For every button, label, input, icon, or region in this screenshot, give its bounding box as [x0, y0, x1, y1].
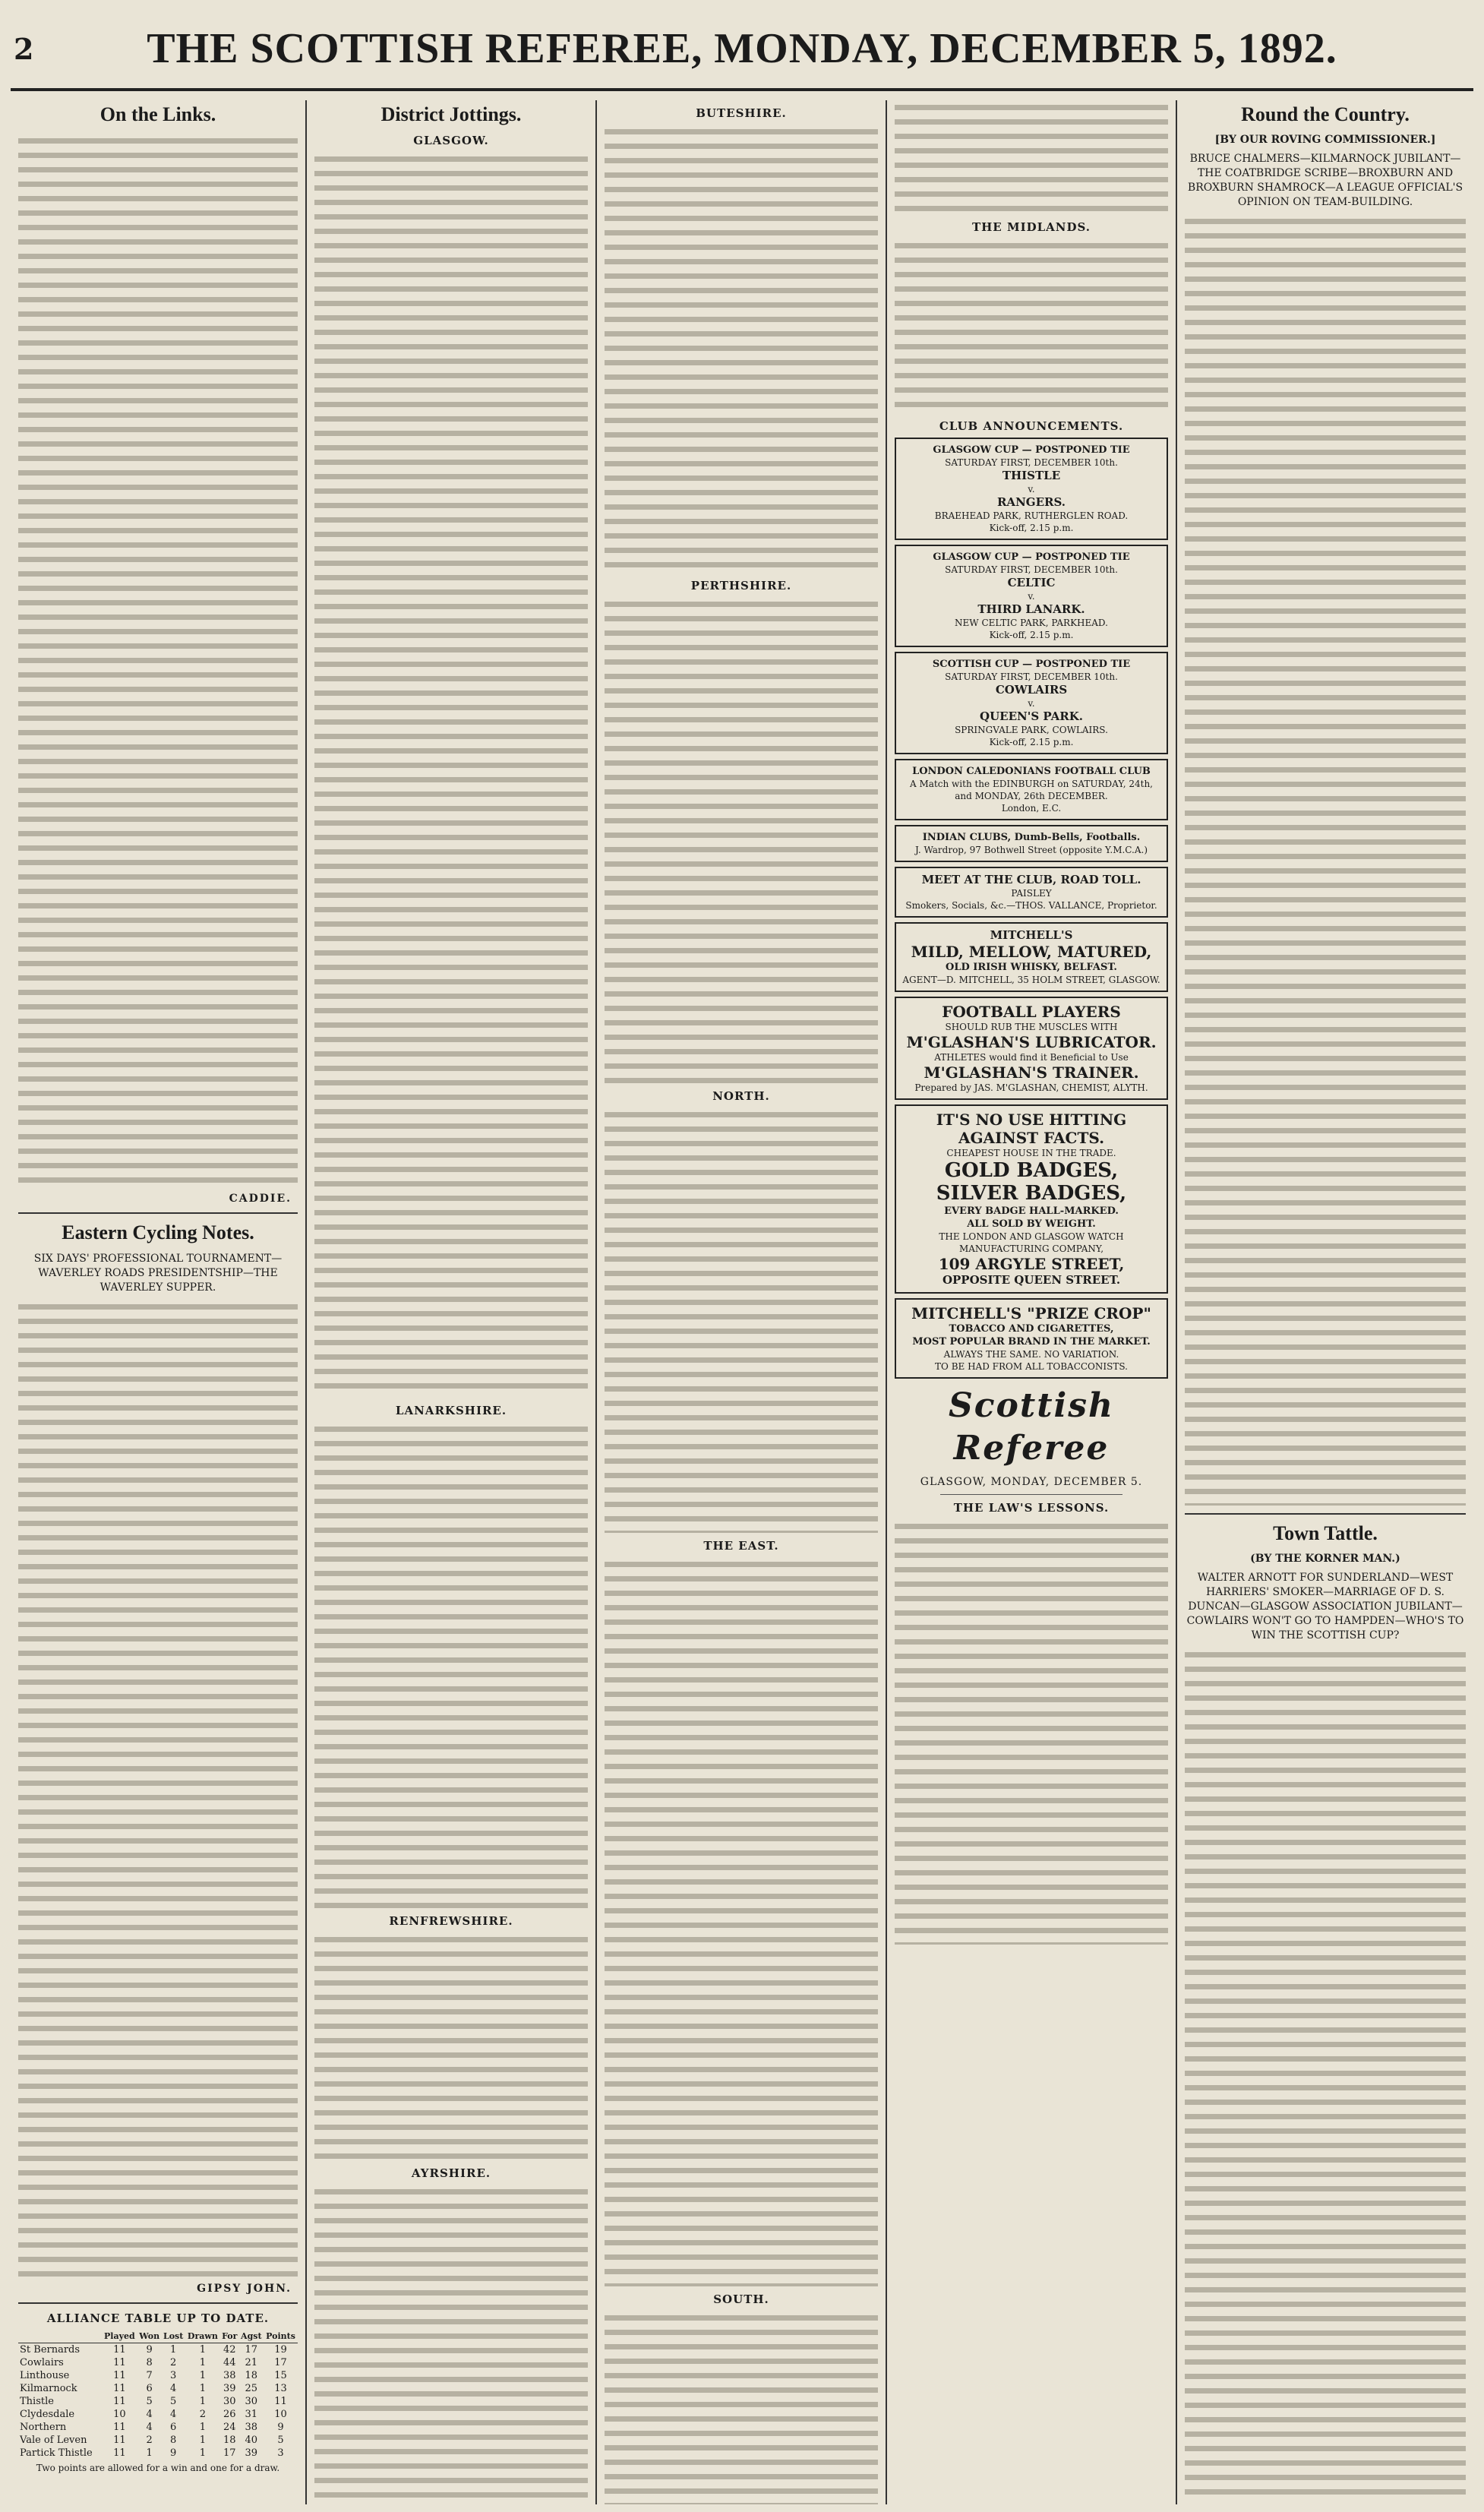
ad-line: 109 ARGYLE STREET,	[938, 1255, 1125, 1273]
club-name-cell: Clydesdale	[20, 2409, 75, 2420]
stat-cell: 11	[113, 2357, 126, 2368]
column-2	[307, 100, 597, 2504]
ad-line: FOOTBALL PLAYERS	[942, 1003, 1121, 1021]
stat-cell: 1	[199, 2357, 207, 2368]
stat-cell: 6	[146, 2383, 153, 2394]
club-name-cell: St Bernards	[20, 2344, 81, 2356]
ad-line: MOST POPULAR BRAND IN THE MARKET.	[912, 1336, 1151, 1348]
ad-line: LONDON CALEDONIANS FOOTBALL CLUB	[912, 766, 1151, 777]
country-byline: [BY OUR ROVING COMMISSIONER.]	[1214, 134, 1436, 146]
ad-line: SILVER BADGES,	[936, 1182, 1127, 1205]
ad-line: London, E.C.	[1001, 803, 1062, 814]
south-article-body	[605, 2311, 878, 2504]
stat-cell: 42	[223, 2344, 236, 2356]
stat-cell: 31	[245, 2409, 258, 2420]
divider	[18, 1212, 298, 1214]
stat-cell: 1	[199, 2447, 207, 2459]
stat-cell: 1	[199, 2396, 207, 2407]
ad-glasgow-cup-celtic	[895, 545, 1168, 647]
stat-cell: 5	[146, 2396, 153, 2407]
dateline: GLASGOW, MONDAY, DECEMBER 5.	[920, 1476, 1143, 1488]
stat-cell: 26	[223, 2409, 236, 2420]
section-heading: PERTHSHIRE.	[690, 579, 792, 592]
east-article-body	[605, 1557, 878, 2286]
ad-line: MITCHELL'S "PRIZE CROP"	[911, 1304, 1151, 1322]
country-heading: Round the Country.	[1241, 103, 1410, 125]
ad-line: SCOTTISH CUP — POSTPONED TIE	[932, 659, 1131, 670]
stat-cell: 10	[274, 2409, 287, 2420]
club-name-cell: Partick Thistle	[20, 2447, 93, 2459]
ad-line: GLASGOW CUP — POSTPONED TIE	[933, 551, 1130, 563]
stat-cell: 4	[146, 2409, 153, 2420]
ad-line: SHOULD RUB THE MUSCLES WITH	[945, 1022, 1118, 1032]
section-heading: BUTESHIRE.	[696, 106, 787, 120]
stat-cell: 2	[199, 2409, 207, 2420]
cycling-article-body	[18, 1300, 298, 2280]
stat-cell: 17	[223, 2447, 236, 2459]
stat-cell: 39	[245, 2447, 258, 2459]
ad-line: OPPOSITE QUEEN STREET.	[942, 1273, 1121, 1287]
stat-cell: 11	[113, 2435, 126, 2446]
table-header	[18, 2330, 102, 2343]
ad-line: QUEEN'S PARK.	[980, 709, 1083, 723]
ad-line: TO BE HAD FROM ALL TOBACCONISTS.	[935, 1361, 1128, 1372]
table-row	[18, 2369, 298, 2382]
table-header: Won	[137, 2330, 162, 2343]
ad-line: SPRINGVALE PARK, COWLAIRS.	[955, 725, 1108, 735]
midlands-heading: THE MIDLANDS.	[971, 220, 1091, 234]
ad-line: Kick-off, 2.15 p.m.	[989, 737, 1074, 747]
buteshire-article-body	[605, 125, 878, 573]
stat-cell: 1	[170, 2344, 177, 2356]
stat-cell: 9	[170, 2447, 177, 2459]
ad-line: v.	[1028, 484, 1035, 495]
stat-cell: 5	[277, 2435, 284, 2446]
ad-line: SATURDAY FIRST, DECEMBER 10th.	[945, 457, 1118, 468]
district-heading: District Jottings.	[380, 103, 522, 125]
stat-cell: 5	[170, 2396, 177, 2407]
ad-line: SATURDAY FIRST, DECEMBER 10th.	[945, 564, 1118, 575]
ad-line: TOBACCO AND CIGARETTES,	[949, 1323, 1114, 1335]
stat-cell: 39	[223, 2383, 236, 2394]
stat-cell: 4	[170, 2409, 177, 2420]
stat-cell: 1	[146, 2447, 153, 2459]
table-header: For	[220, 2330, 239, 2343]
table-header: Played	[102, 2330, 137, 2343]
editorial-article-body	[895, 1519, 1168, 1945]
glasgow-article-body	[314, 152, 588, 1398]
stat-cell: 9	[277, 2422, 284, 2433]
club-name-cell: Linthouse	[20, 2370, 70, 2381]
table-row	[18, 2447, 298, 2460]
ad-line: AGAINST FACTS.	[958, 1129, 1105, 1147]
ad-line: Prepared by JAS. M'GLASHAN, CHEMIST, ALYTH.	[914, 1082, 1148, 1093]
midlands-article-body	[895, 239, 1168, 413]
ad-indian-clubs	[895, 825, 1168, 862]
ad-line: CELTIC	[1007, 576, 1056, 589]
stat-cell: 11	[113, 2396, 126, 2407]
table-row	[18, 2421, 298, 2434]
ad-line: IT'S NO USE HITTING	[936, 1111, 1127, 1129]
section-heading: SOUTH.	[713, 2292, 769, 2306]
section-heading: NORTH.	[712, 1089, 770, 1103]
club-announcements-heading: CLUB ANNOUNCEMENTS.	[939, 419, 1124, 433]
town-byline: (BY THE KORNER MAN.)	[1250, 1553, 1400, 1565]
page-title: THE SCOTTISH REFEREE, MONDAY, DECEMBER 5, 1892.	[147, 25, 1337, 72]
ad-line: PAISLEY	[1011, 888, 1052, 899]
stat-cell: 8	[170, 2435, 177, 2446]
cycling-deck: SIX DAYS' PROFESSIONAL TOURNAMENT—WAVERLEY ROADS PRESIDENTSHIP—THE WAVERLEY SUPPER.	[33, 1253, 283, 1294]
section-heading: LANARKSHIRE.	[395, 1404, 507, 1417]
continued-article-body	[895, 100, 1168, 214]
stat-cell: 1	[199, 2344, 207, 2356]
table-header-row	[18, 2330, 298, 2343]
stat-cell: 15	[274, 2370, 287, 2381]
stat-cell: 3	[170, 2370, 177, 2381]
editorial-heading: THE LAW'S LESSONS.	[953, 1501, 1110, 1515]
column-4	[887, 100, 1177, 2504]
stat-cell: 10	[113, 2409, 126, 2420]
stat-cell: 9	[146, 2344, 153, 2356]
nameplate-title: Scottish Referee	[948, 1386, 1115, 1468]
stat-cell: 1	[199, 2435, 207, 2446]
divider	[18, 2302, 298, 2304]
stat-cell: 2	[170, 2357, 177, 2368]
ayrshire-article-body	[314, 2185, 588, 2504]
ad-line: THISTLE	[1002, 469, 1061, 482]
section-heading: THE EAST.	[703, 1539, 779, 1553]
stat-cell: 17	[274, 2357, 287, 2368]
stat-cell: 11	[113, 2422, 126, 2433]
stat-cell: 30	[245, 2396, 258, 2407]
section-heading: AYRSHIRE.	[411, 2166, 491, 2180]
table-row	[18, 2395, 298, 2408]
table-row	[18, 2408, 298, 2421]
columns	[11, 100, 1473, 2504]
club-name-cell: Kilmarnock	[20, 2383, 77, 2394]
links-signature: CADDIE.	[229, 1193, 292, 1205]
north-article-body	[605, 1107, 878, 1533]
ad-line: v.	[1028, 591, 1035, 602]
stat-cell: 44	[223, 2357, 236, 2368]
table-header: Points	[264, 2330, 298, 2343]
table-row	[18, 2343, 298, 2357]
stat-cell: 11	[274, 2396, 287, 2407]
renfrewshire-article-body	[314, 1932, 588, 2160]
ad-line: ALWAYS THE SAME. NO VARIATION.	[943, 1349, 1119, 1360]
ad-line: AGENT—D. MITCHELL, 35 HOLM STREET, GLASGOW.	[902, 975, 1160, 985]
alliance-table-heading: ALLIANCE TABLE UP TO DATE.	[46, 2311, 270, 2325]
ad-mitchells-whisky	[895, 922, 1168, 992]
stat-cell: 4	[146, 2422, 153, 2433]
ad-line: A Match with the EDINBURGH on SATURDAY, 24th, and MONDAY, 26th DECEMBER.	[910, 779, 1153, 801]
ad-football-players	[895, 997, 1168, 1100]
stat-cell: 19	[274, 2344, 287, 2356]
ad-line: Smokers, Socials, &c.—THOS. VALLANCE, Proprietor.	[905, 900, 1157, 911]
ad-line: INDIAN CLUBS, Dumb-Bells, Footballs.	[922, 832, 1141, 843]
column-1	[11, 100, 307, 2504]
ad-line: MILD, MELLOW, MATURED,	[911, 943, 1152, 961]
table-header: Agst	[239, 2330, 264, 2343]
club-name-cell: Thistle	[20, 2396, 54, 2407]
club-name-cell: Northern	[20, 2422, 67, 2433]
stat-cell: 11	[113, 2344, 126, 2356]
ad-line: SATURDAY FIRST, DECEMBER 10th.	[945, 671, 1118, 682]
stat-cell: 11	[113, 2370, 126, 2381]
stat-cell: 3	[277, 2447, 284, 2459]
country-article-body	[1185, 214, 1466, 1506]
stat-cell: 40	[245, 2435, 258, 2446]
ad-line: THIRD LANARK.	[977, 602, 1085, 616]
stat-cell: 30	[223, 2396, 236, 2407]
page-number: 2	[14, 32, 34, 66]
ad-line: J. Wardrop, 97 Bothwell Street (opposite Y.M.C.A.)	[914, 845, 1148, 855]
stat-cell: 38	[223, 2370, 236, 2381]
stat-cell: 7	[146, 2370, 153, 2381]
links-article-body	[18, 134, 298, 1190]
links-heading: On the Links.	[99, 103, 216, 125]
ad-line: RANGERS.	[996, 495, 1066, 509]
ad-prize-crop-tobacco	[895, 1298, 1168, 1379]
club-name-cell: Vale of Leven	[20, 2435, 87, 2446]
stat-cell: 18	[223, 2435, 236, 2446]
ad-line: GOLD BADGES,	[944, 1159, 1119, 1182]
ad-gold-silver-badges	[895, 1104, 1168, 1294]
ad-line: NEW CELTIC PARK, PARKHEAD.	[955, 618, 1108, 628]
column-3	[597, 100, 887, 2504]
ad-line: Kick-off, 2.15 p.m.	[989, 630, 1074, 640]
ad-line: EVERY BADGE HALL-MARKED.	[944, 1205, 1119, 1217]
ad-london-caledonians	[895, 759, 1168, 820]
ad-meet-at-the-club	[895, 867, 1168, 918]
cycling-heading: Eastern Cycling Notes.	[62, 1221, 254, 1243]
ad-line: MEET AT THE CLUB, ROAD TOLL.	[921, 873, 1141, 886]
town-article-body	[1185, 1648, 1466, 2498]
stat-cell: 13	[274, 2383, 287, 2394]
alliance-table	[18, 2330, 298, 2460]
stat-cell: 6	[170, 2422, 177, 2433]
country-deck: BRUCE CHALMERS—KILMARNOCK JUBILANT—THE COATBRIDGE SCRIBE—BROXBURN AND BROXBURN SHAMROCK—A LEAGUE OFFICIAL'S OPINION ON TEAM-BUILDING.	[1187, 153, 1463, 208]
section-heading: GLASGOW.	[413, 134, 489, 147]
ad-scottish-cup-cowlairs	[895, 652, 1168, 754]
table-row	[18, 2434, 298, 2447]
stat-cell: 11	[113, 2447, 126, 2459]
divider	[1185, 1513, 1466, 1515]
town-deck: WALTER ARNOTT FOR SUNDERLAND—WEST HARRIERS' SMOKER—MARRIAGE OF D. S. DUNCAN—GLASGOW ASSOCIATION JUBILANT—COWLAIRS WON'T GO TO HAMPDEN—WHO'S TO WIN THE SCOTTISH CUP?	[1186, 1572, 1464, 1641]
stat-cell: 1	[199, 2422, 207, 2433]
club-name-cell: Cowlairs	[20, 2357, 64, 2368]
stat-cell: 18	[245, 2370, 258, 2381]
table-footnote: Two points are allowed for a win and one for a draw.	[36, 2463, 280, 2473]
table-header: Drawn	[185, 2330, 220, 2343]
stat-cell: 1	[199, 2370, 207, 2381]
divider	[940, 1494, 1122, 1495]
ad-line: ATHLETES would find it Beneficial to Use	[934, 1052, 1129, 1063]
ad-line: v.	[1028, 698, 1035, 709]
perthshire-article-body	[605, 597, 878, 1083]
table-header: Lost	[162, 2330, 185, 2343]
nameplate	[895, 1383, 1168, 1471]
ad-line: GLASGOW CUP — POSTPONED TIE	[933, 444, 1130, 456]
ad-line: MITCHELL'S	[990, 928, 1073, 942]
ad-line: COWLAIRS	[995, 683, 1068, 697]
stat-cell: 38	[245, 2422, 258, 2433]
ad-line: M'GLASHAN'S TRAINER.	[924, 1063, 1139, 1082]
lanarkshire-article-body	[314, 1422, 588, 1908]
stat-cell: 1	[199, 2383, 207, 2394]
column-5	[1177, 100, 1473, 2504]
stat-cell: 17	[245, 2344, 258, 2356]
stat-cell: 24	[223, 2422, 236, 2433]
ad-line: BRAEHEAD PARK, RUTHERGLEN ROAD.	[934, 510, 1129, 521]
section-heading: RENFREWSHIRE.	[389, 1914, 513, 1928]
cycling-signature: GIPSY JOHN.	[197, 2283, 292, 2295]
stat-cell: 4	[170, 2383, 177, 2394]
ad-line: ALL SOLD BY WEIGHT.	[967, 1218, 1096, 1230]
ad-line: CHEAPEST HOUSE IN THE TRADE.	[946, 1148, 1116, 1158]
ad-glasgow-cup-thistle	[895, 438, 1168, 540]
ad-line: M'GLASHAN'S LUBRICATOR.	[906, 1033, 1157, 1051]
stat-cell: 21	[245, 2357, 258, 2368]
stat-cell: 2	[146, 2435, 153, 2446]
stat-cell: 11	[113, 2383, 126, 2394]
town-heading: Town Tattle.	[1273, 1522, 1378, 1544]
ad-line: OLD IRISH WHISKY, BELFAST.	[946, 962, 1117, 973]
ad-line: Kick-off, 2.15 p.m.	[989, 523, 1074, 533]
ad-line: THE LONDON AND GLASGOW WATCH MANUFACTURING COMPANY,	[939, 1231, 1124, 1254]
table-row	[18, 2382, 298, 2395]
stat-cell: 25	[245, 2383, 258, 2394]
table-row	[18, 2356, 298, 2369]
stat-cell: 8	[146, 2357, 153, 2368]
masthead	[11, 21, 1473, 91]
